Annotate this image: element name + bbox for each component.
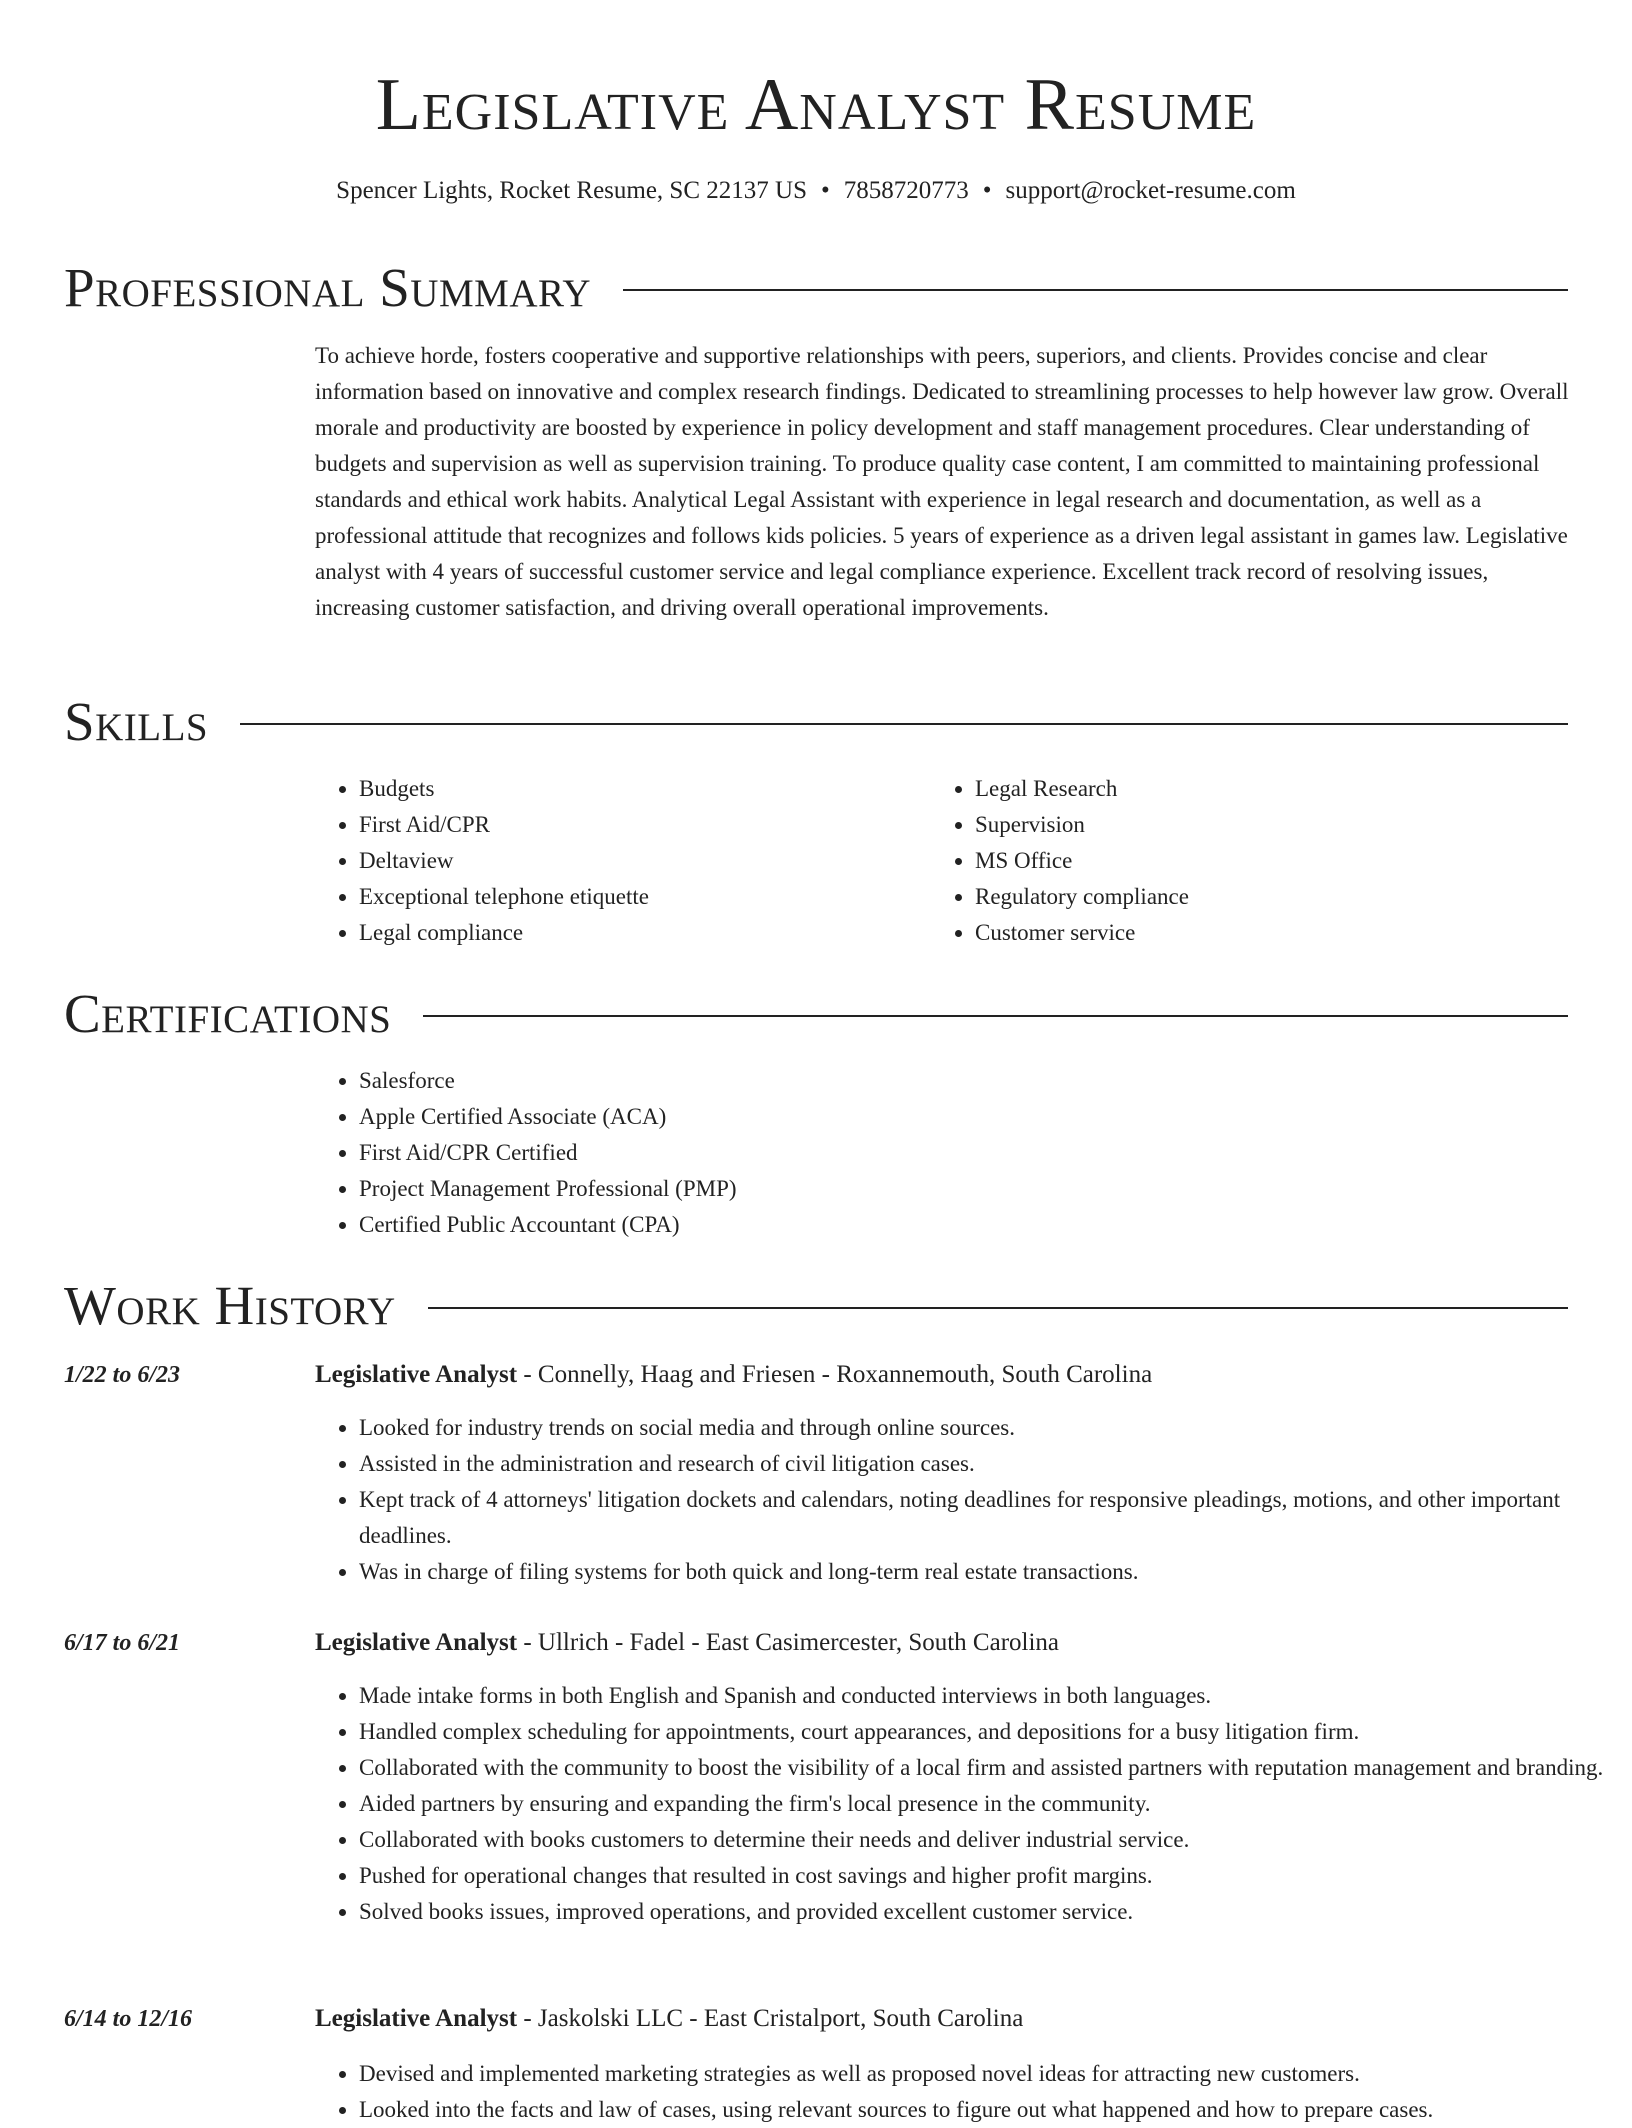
skill-item: • Legal compliance xyxy=(359,915,959,951)
job-dates: 6/14 to 12/16 xyxy=(64,2006,193,2032)
job-bullet: • Kept track of 4 attorneys' litigation dockets and calendars, noting deadlines for responsive pleadings, motions, and other important deadlines. xyxy=(359,1482,1614,1554)
contact-address: Spencer Lights, Rocket Resume, SC 22137 US xyxy=(336,177,807,204)
skills-heading: Skills xyxy=(64,691,209,752)
job-employer: - Jaskolski LLC - East Cristalport, South Carolina xyxy=(517,2005,1024,2032)
contact-email: support@rocket-resume.com xyxy=(1005,177,1296,204)
job-bullet: • Collaborated with books customers to determine their needs and deliver industrial service. xyxy=(359,1822,1614,1858)
job-bullet: • Handled complex scheduling for appointments, court appearances, and depositions for a busy litigation firm. xyxy=(359,1714,1614,1750)
job-bullet: • Assisted in the administration and research of civil litigation cases. xyxy=(359,1446,1614,1482)
job-dates: 1/22 to 6/23 xyxy=(64,1362,181,1388)
skills-list-left xyxy=(315,771,959,951)
skill-item: • Deltaview xyxy=(359,843,959,879)
skill-item: • Budgets xyxy=(359,771,959,807)
contact-separator: • xyxy=(982,177,992,204)
job-bullet: • Pushed for operational changes that resulted in cost savings and higher profit margins. xyxy=(359,1858,1614,1894)
skill-item: • First Aid/CPR xyxy=(359,807,959,843)
job-bullet: • Collaborated with the community to boost the visibility of a local firm and assisted partners with reputation management and branding. xyxy=(359,1750,1614,1786)
job-title: Legislative Analyst xyxy=(315,1629,518,1656)
summary-section-header xyxy=(64,256,1568,320)
job-heading xyxy=(315,2002,1570,2036)
section-divider xyxy=(423,1015,1568,1017)
job-dates: 6/17 to 6/21 xyxy=(64,1630,181,1656)
resume-title: Legislative Analyst Resume xyxy=(375,64,1257,146)
certification-item: • Salesforce xyxy=(359,1063,1359,1099)
section-divider xyxy=(623,289,1568,291)
skills-list-right xyxy=(931,771,1575,951)
job-bullet: • Looked for industry trends on social media and through online sources. xyxy=(359,1410,1614,1446)
work-history-heading: Work History xyxy=(64,1275,396,1336)
certifications-section-header xyxy=(64,982,1568,1046)
contact-line xyxy=(0,174,1632,208)
job-employer: - Connelly, Haag and Friesen - Roxannemouth, South Carolina xyxy=(517,1361,1153,1388)
job-bullet: • Aided partners by ensuring and expanding the firm's local presence in the community. xyxy=(359,1786,1614,1822)
job-bullets xyxy=(315,1410,1614,1590)
skills-section-header xyxy=(64,690,1568,754)
job-title: Legislative Analyst xyxy=(315,2005,518,2032)
skill-item: • Regulatory compliance xyxy=(975,879,1575,915)
certifications-heading: Certifications xyxy=(64,983,392,1044)
contact-phone: 7858720773 xyxy=(843,177,969,204)
job-bullet: • Made intake forms in both English and Spanish and conducted interviews in both languages. xyxy=(359,1678,1614,1714)
job-title: Legislative Analyst xyxy=(315,1361,518,1388)
certifications-list xyxy=(315,1063,1359,1243)
job-bullet: • Solved books issues, improved operations, and provided excellent customer service. xyxy=(359,1894,1614,1930)
certification-item: • Project Management Professional (PMP) xyxy=(359,1171,1359,1207)
job-employer: - Ullrich - Fadel - East Casimercester, South Carolina xyxy=(517,1629,1060,1656)
certification-item: • Certified Public Accountant (CPA) xyxy=(359,1207,1359,1243)
job-bullets xyxy=(315,1678,1614,1930)
job-bullets xyxy=(315,2056,1614,2128)
work-history-section-header xyxy=(64,1274,1568,1338)
certification-item: • First Aid/CPR Certified xyxy=(359,1135,1359,1171)
job-heading xyxy=(315,1626,1570,1660)
certification-item: • Apple Certified Associate (ACA) xyxy=(359,1099,1359,1135)
skill-item: • Supervision xyxy=(975,807,1575,843)
skill-item: • Legal Research xyxy=(975,771,1575,807)
skill-item: • Exceptional telephone etiquette xyxy=(359,879,959,915)
skill-item: • MS Office xyxy=(975,843,1575,879)
summary-text: To achieve horde, fosters cooperative and supportive relationships with peers, superiors, and clients. Provides concise and clear information based on innovative and complex research findings. Dedicated to streamlining processes to help however law grow. Overall morale and productivity are boosted by experience in policy development and staff management procedures. Clear understanding of budgets and supervision as well as supervision training. To produce quality case content, I am committed to maintaining professional standards and ethical work habits. Analytical Legal Assistant with experience in legal research and documentation, as well as a professional attitude that recognizes and follows kids policies. 5 years of experience as a driven legal assistant in games law. Legislative analyst with 4 years of successful customer service and legal compliance experience. Excellent track record of resolving issues, increasing customer satisfaction, and driving overall operational improvements. xyxy=(315,343,1569,620)
section-divider xyxy=(240,723,1568,725)
job-heading xyxy=(315,1358,1570,1392)
skill-item: • Customer service xyxy=(975,915,1575,951)
summary-heading: Professional Summary xyxy=(64,257,592,318)
section-divider xyxy=(428,1307,1568,1309)
job-bullet: • Looked into the facts and law of cases, using relevant sources to figure out what happened and how to prepare cases. xyxy=(359,2092,1614,2128)
contact-separator: • xyxy=(820,177,830,204)
job-bullet: • Devised and implemented marketing strategies as well as proposed novel ideas for attracting new customers. xyxy=(359,2056,1614,2092)
job-bullet: • Was in charge of filing systems for both quick and long-term real estate transactions. xyxy=(359,1554,1614,1590)
